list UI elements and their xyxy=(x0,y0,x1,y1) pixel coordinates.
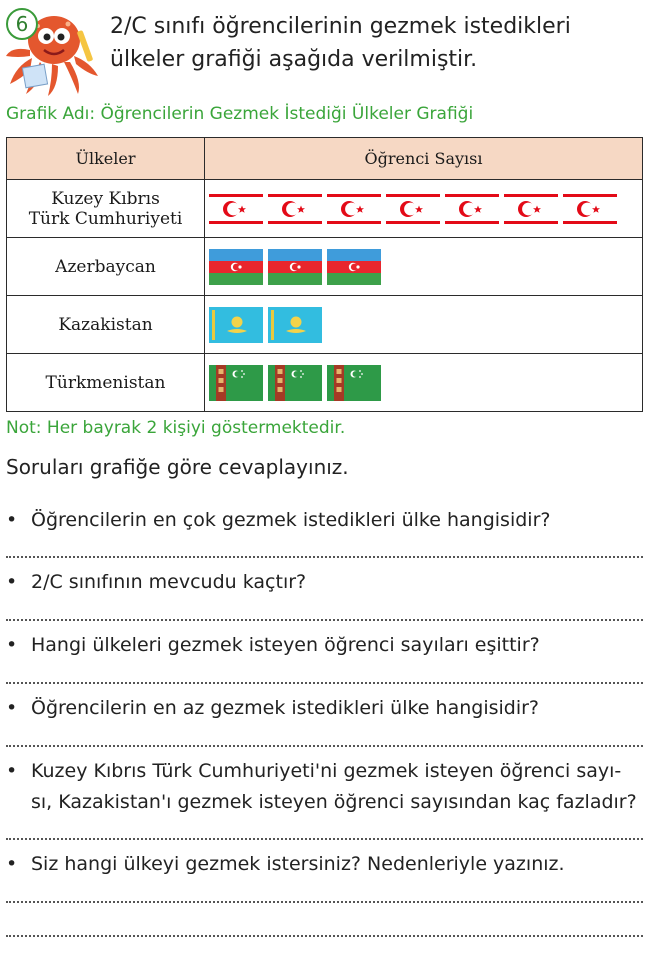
kktc-flag-icon xyxy=(327,191,381,227)
bullet: • xyxy=(6,509,18,531)
note-text: Not: Her bayrak 2 kişiyi göstermektedir. xyxy=(6,418,346,438)
question-number-badge: 6 xyxy=(6,8,38,40)
question-text: Kuzey Kıbrıs Türk Cumhuriyeti'ni gezmek isteyen öğrenci sayı- sı, Kazakistan'ı gezmek isteyen öğrenci sayısından kaç fazladır? xyxy=(31,760,637,813)
country-cell xyxy=(7,238,205,296)
question-item xyxy=(6,693,646,724)
flag-cell xyxy=(205,238,643,296)
answer-line[interactable] xyxy=(6,745,643,747)
bullet: • xyxy=(6,634,18,656)
header-student-count: Öğrenci Sayısı xyxy=(205,138,643,180)
table-row xyxy=(7,296,643,354)
turkmenistan-flag-icon xyxy=(268,365,322,401)
azerbaijan-flag-icon xyxy=(209,249,263,285)
table-row xyxy=(7,180,643,238)
answer-line[interactable] xyxy=(6,838,643,840)
country-cell xyxy=(7,354,205,412)
kktc-flag-icon xyxy=(386,191,440,227)
answer-line[interactable] xyxy=(6,935,643,937)
country-cell xyxy=(7,180,205,238)
answer-line[interactable] xyxy=(6,556,643,558)
table-header-row xyxy=(7,138,643,180)
graph-title: Grafik Adı: Öğrencilerin Gezmek İstediği Ülkeler Grafiği xyxy=(6,104,474,124)
table-row xyxy=(7,238,643,296)
question-text: Öğrencilerin en az gezmek istedikleri ülke hangisidir? xyxy=(31,697,540,719)
pictograph-table xyxy=(6,137,643,412)
turkmenistan-flag-icon xyxy=(209,365,263,401)
answer-line[interactable] xyxy=(6,682,643,684)
azerbaijan-flag-icon xyxy=(268,249,322,285)
question-item xyxy=(6,849,646,880)
kktc-flag-icon xyxy=(268,191,322,227)
answer-line[interactable] xyxy=(6,901,643,903)
kktc-flag-icon xyxy=(563,191,617,227)
question-item xyxy=(6,567,646,598)
question-item xyxy=(6,630,646,661)
kktc-flag-icon xyxy=(504,191,558,227)
country-name: Azerbaycan xyxy=(55,256,156,277)
flag-cell xyxy=(205,296,643,354)
azerbaijan-flag-icon xyxy=(327,249,381,285)
kktc-flag-icon xyxy=(445,191,499,227)
question-text: Hangi ülkeleri gezmek isteyen öğrenci sayıları eşittir? xyxy=(31,634,540,656)
country-name: Türkmenistan xyxy=(45,372,166,393)
question-text: Öğrencilerin en çok gezmek istedikleri ülke hangisidir? xyxy=(31,509,551,531)
kazakhstan-flag-icon xyxy=(209,307,263,343)
flag-cell xyxy=(205,180,643,238)
question-text: Siz hangi ülkeyi gezmek istersiniz? Nedenleriyle yazınız. xyxy=(31,853,565,875)
instruction-text: Soruları grafiğe göre cevaplayınız. xyxy=(6,455,349,479)
bullet: • xyxy=(6,760,18,782)
turkmenistan-flag-icon xyxy=(327,365,381,401)
kazakhstan-flag-icon xyxy=(268,307,322,343)
kktc-flag-icon xyxy=(209,191,263,227)
answer-line[interactable] xyxy=(6,619,643,621)
question-item xyxy=(6,756,646,818)
country-cell xyxy=(7,296,205,354)
question-item xyxy=(6,505,646,536)
country-name-line2: Türk Cumhuriyeti xyxy=(28,208,183,229)
bullet: • xyxy=(6,697,18,719)
country-name: Kazakistan xyxy=(58,314,153,335)
flag-cell xyxy=(205,354,643,412)
intro-text: 2/C sınıfı öğrencilerinin gezmek istedikleri ülkeler grafiği aşağıda verilmiştir. xyxy=(110,14,571,72)
bullet: • xyxy=(6,853,18,875)
bullet: • xyxy=(6,571,18,593)
question-text: 2/C sınıfının mevcudu kaçtır? xyxy=(31,571,307,593)
table-row xyxy=(7,354,643,412)
country-name-line1: Kuzey Kıbrıs xyxy=(51,188,160,209)
header-countries: Ülkeler xyxy=(7,138,205,180)
header xyxy=(0,0,650,100)
